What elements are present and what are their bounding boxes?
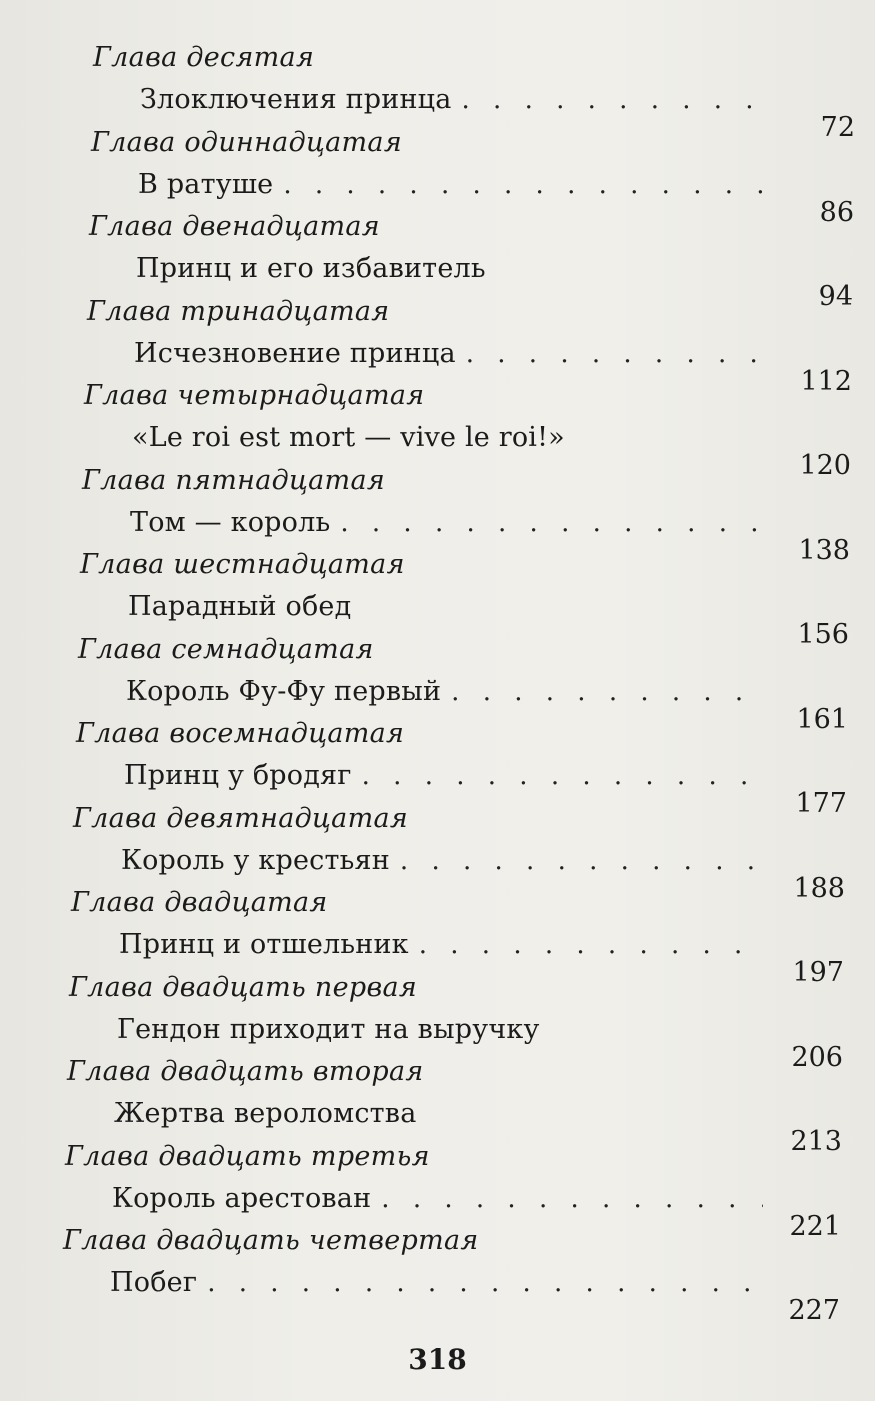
chapter-heading: Глава двадцать вторая — [67, 1056, 424, 1087]
chapter-title: Исчезновение принца — [134, 337, 456, 369]
chapter-title: В ратуше — [138, 168, 274, 200]
leader-dots — [283, 165, 768, 205]
page-number: 177 — [795, 788, 847, 819]
chapter-heading: Глава семнадцатая — [78, 633, 374, 665]
chapter-title: Принц и отшельник — [119, 929, 409, 960]
chapter-heading: Глава восемнадцатая — [76, 718, 405, 749]
leader-dots — [381, 1179, 763, 1219]
leader-dots — [451, 672, 766, 712]
leader-dots — [400, 841, 765, 881]
chapter-title: Принц и его избавитель — [136, 253, 486, 284]
toc-title-line — [136, 249, 780, 289]
leader-dots — [466, 334, 767, 374]
toc-title-line — [134, 334, 779, 374]
toc-title-line — [110, 1263, 774, 1303]
page-number: 138 — [798, 534, 850, 566]
chapter-heading: Глава двадцатая — [71, 887, 328, 918]
toc-title-line — [112, 1179, 775, 1219]
chapter-heading: Глава двадцать четвертая — [63, 1225, 479, 1256]
chapter-heading: Глава пятнадцатая — [82, 464, 386, 496]
page-number: 188 — [793, 872, 845, 904]
page-number: 120 — [799, 450, 851, 481]
toc-title-line — [126, 672, 778, 712]
leader-dots — [362, 756, 765, 796]
chapter-title: Король Фу-Фу первый — [126, 675, 442, 707]
leader-dots — [340, 503, 767, 543]
chapter-title: Парадный обед — [128, 591, 352, 622]
chapter-title: Король у крестьян — [121, 844, 390, 876]
chapter-title: Жертва вероломства — [114, 1098, 417, 1129]
chapter-heading: Глава двадцать первая — [69, 971, 418, 1003]
toc-entry — [0, 1223, 875, 1326]
toc-title-line — [128, 587, 778, 627]
page-number: 227 — [788, 1295, 840, 1326]
page-number: 197 — [792, 957, 844, 988]
chapter-title: Побег — [110, 1267, 198, 1298]
page-number: 161 — [796, 703, 848, 735]
toc-title-line — [124, 756, 777, 796]
chapter-heading: Глава двадцать третья — [65, 1140, 430, 1172]
toc-title-line — [119, 925, 776, 965]
chapter-heading: Глава двенадцатая — [89, 211, 380, 242]
page-number: 86 — [819, 196, 854, 228]
toc-title-line — [117, 1010, 776, 1050]
toc-title-line — [132, 418, 779, 458]
page-number: 213 — [790, 1126, 842, 1157]
chapter-title: Гендон приходит на выручку — [117, 1013, 540, 1045]
page-number: 94 — [818, 281, 853, 312]
chapter-heading: Глава четырнадцатая — [84, 380, 425, 411]
chapter-heading: Глава тринадцатая — [87, 295, 390, 327]
toc-title-line — [130, 503, 779, 543]
toc-title-line — [140, 80, 780, 120]
chapter-heading: Глава десятая — [93, 42, 315, 73]
toc-title-line — [138, 165, 780, 205]
leader-dots — [462, 80, 768, 120]
chapter-title: Принц у бродяг — [124, 760, 352, 791]
chapter-heading: Глава девятнадцатая — [73, 802, 409, 834]
page-number: 112 — [800, 365, 852, 397]
chapter-title: Король арестован — [112, 1182, 372, 1214]
page-number: 156 — [797, 619, 849, 650]
page-number: 206 — [791, 1041, 843, 1073]
leader-dots — [207, 1263, 762, 1303]
leader-dots — [419, 925, 764, 965]
toc-title-line — [114, 1094, 775, 1134]
chapter-heading: Глава шестнадцатая — [80, 549, 405, 580]
chapter-title: «Le roi est mort — vive le roi!» — [132, 422, 565, 453]
chapter-title: Злоключения принца — [140, 84, 452, 115]
toc-title-line — [121, 841, 777, 881]
table-of-contents — [0, 40, 875, 1326]
page-number: 221 — [789, 1210, 841, 1242]
chapter-heading: Глава одиннадцатая — [91, 126, 403, 158]
page-number: 72 — [820, 112, 855, 143]
chapter-title: Том — король — [130, 506, 331, 538]
page-folio: 318 — [408, 1343, 467, 1376]
